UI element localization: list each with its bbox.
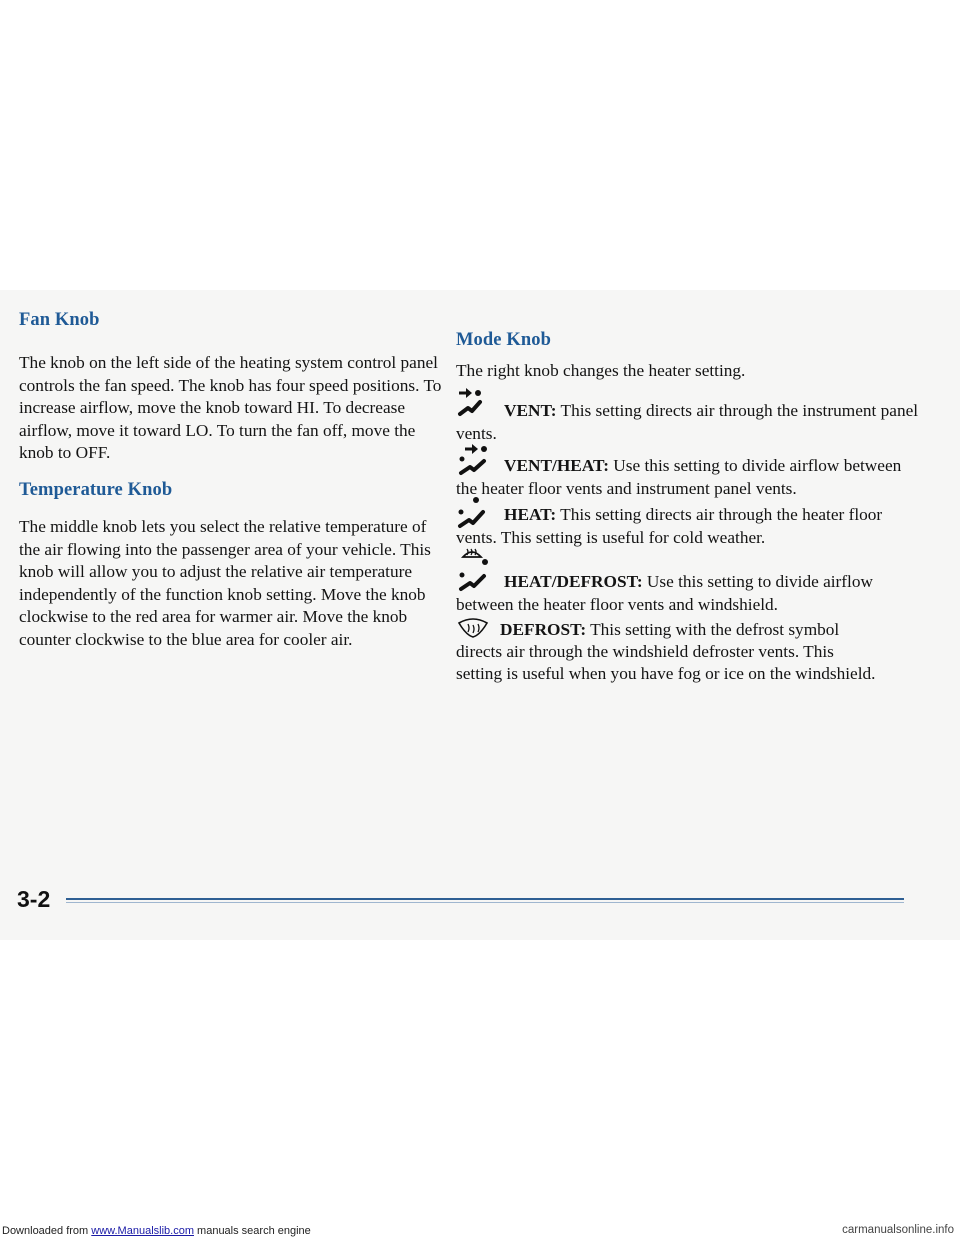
download-footer (0, 1222, 960, 1242)
footer-suffix: manuals search engine (193, 1225, 311, 1237)
page-rule-thin (66, 902, 904, 903)
footer-prefix: Downloaded from (2, 1225, 92, 1237)
heat-defrost-description: Use this setting to divide airflow between the heater floor vents and windshield. (456, 572, 873, 614)
watermark-brand: carmanualsonline.info (842, 1224, 954, 1236)
fan-knob-text: The knob on the left side of the heating system control panel controls the fan speed. The knob has four speed positions. To increase airflow, move the knob toward HI. To decrease airflow, move it toward LO. To turn the fan off, move the knob to OFF. (19, 353, 442, 463)
heat-label: HEAT: (504, 505, 557, 524)
vent-heat-description: Use this setting to divide airflow between the heater floor vents and instrument panel vents. (456, 456, 902, 498)
page-number: 3-2 (17, 886, 51, 912)
defrost-label: DEFROST: (500, 620, 587, 639)
manual-page (0, 290, 960, 940)
fan-knob-heading: Fan Knob (19, 310, 100, 330)
defrost-description: This setting with the defrost symbol directs air through the windshield defroster vents. This setting is useful when you have fog or ice on the windshield. (456, 620, 876, 684)
vent-label: VENT: (504, 401, 557, 420)
heat-description: This setting directs air through the heater floor vents. This setting is useful for cold weather. (456, 505, 883, 547)
mode-knob-heading: Mode Knob (456, 330, 551, 350)
heat-defrost-label: HEAT/DEFROST: (504, 572, 643, 591)
temperature-knob-text: The middle knob lets you select the relative temperature of the air flowing into the passenger area of your vehicle. This knob will allow you to adjust the relative air temperature independently of the function knob setting. Move the knob clockwise to the red area for warmer air. Move the knob counter clockwise to the blue area for cooler air. (19, 517, 431, 649)
manualslib-link[interactable]: www.Manualslib.com (91, 1225, 194, 1237)
temperature-knob-heading: Temperature Knob (19, 480, 173, 500)
vent-description: This setting directs air through the instrument panel vents. (456, 401, 919, 443)
vent-heat-label: VENT/HEAT: (504, 456, 609, 475)
mode-knob-intro: The right knob changes the heater setting. (456, 361, 746, 380)
page-rule (66, 898, 904, 900)
